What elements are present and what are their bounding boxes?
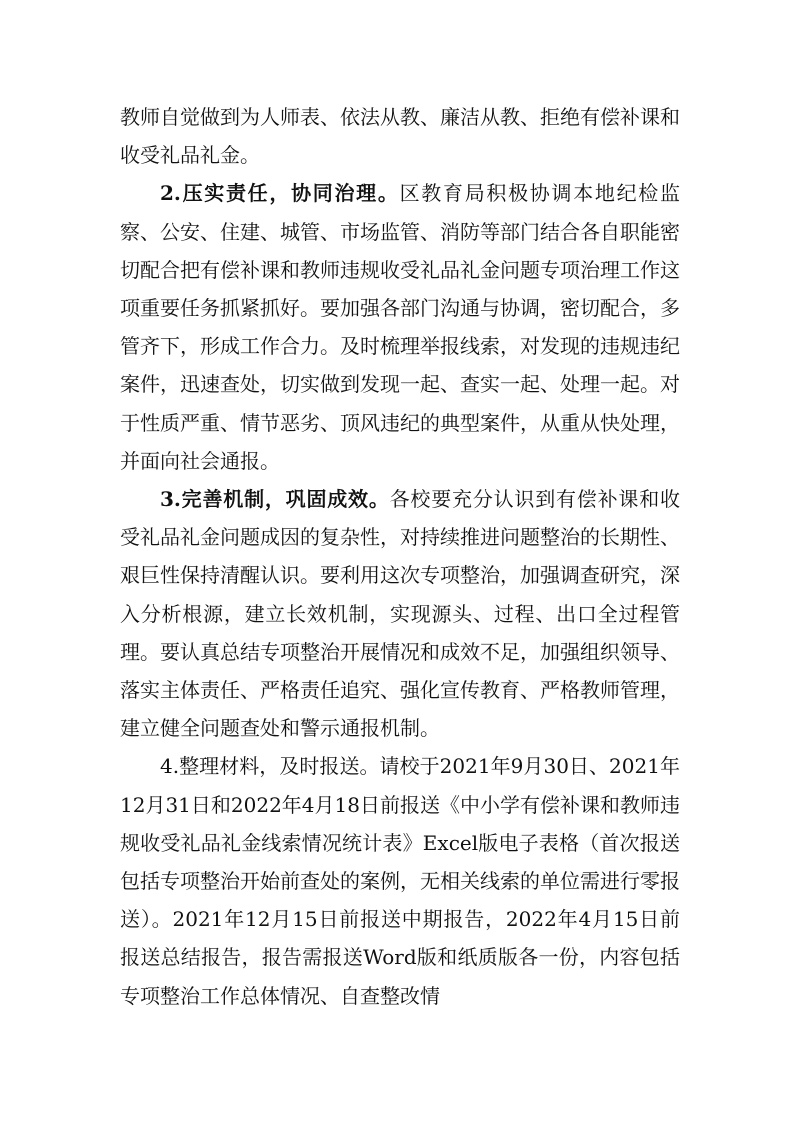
paragraph-text: 4.整理材料，及时报送。请校于2021年9月30日、2021年12月31日和2022年4月18日前报送《中小学有偿补课和教师违规收受礼品礼金线索情况统计表》Excel版电子表格（首次报送包括专项整治开始前查处的案例，无相关线索的单位需进行零报送）。2021年12月15日前报送中期报告，2022年4月15日前报送总结报告，报告需报送Word版和纸质版各一份，内容包括专项整治工作总体情况、自查整改情 xyxy=(120,754,680,1008)
paragraph-text: 区教育局积极协调本地纪检监察、公安、住建、城管、市场监管、消防等部门结合各自职能密切配合把有偿补课和教师违规收受礼品礼金问题专项治理工作这项重要任务抓紧抓好。要加强各部门沟通与协调，密切配合，多管齐下，形成工作合力。及时梳理举报线索，对发现的违规违纪案件，迅速查处，切实做到发现一起、查实一起、处理一起。对于性质严重、情节恶劣、顶风违纪的典型案件，从重从快处理，并面向社会通报。 xyxy=(120,181,680,473)
body-text xyxy=(120,98,680,1015)
paragraph-section-2 xyxy=(120,174,680,480)
paragraph-section-3 xyxy=(120,480,680,747)
section-heading: 2.压实责任，协同治理。 xyxy=(160,181,400,206)
paragraph-text: 各校要充分认识到有偿补课和收受礼品礼金问题成因的复杂性，对持续推进问题整治的长期性、艰巨性保持清醒认识。要利用这次专项整治，加强调查研究，深入分析根源，建立长效机制，实现源头、过程、出口全过程管理。要认真总结专项整治开展情况和成效不足，加强组织领导、落实主体责任、严格责任追究、强化宣传教育、严格教师管理，建立健全问题查处和警示通报机制。 xyxy=(120,487,680,741)
paragraph-text: 教师自觉做到为人师表、依法从教、廉洁从教、拒绝有偿补课和收受礼品礼金。 xyxy=(120,105,680,168)
section-heading: 3.完善机制，巩固成效。 xyxy=(160,487,390,512)
paragraph-continuation xyxy=(120,98,680,174)
paragraph-section-4 xyxy=(120,747,680,1014)
